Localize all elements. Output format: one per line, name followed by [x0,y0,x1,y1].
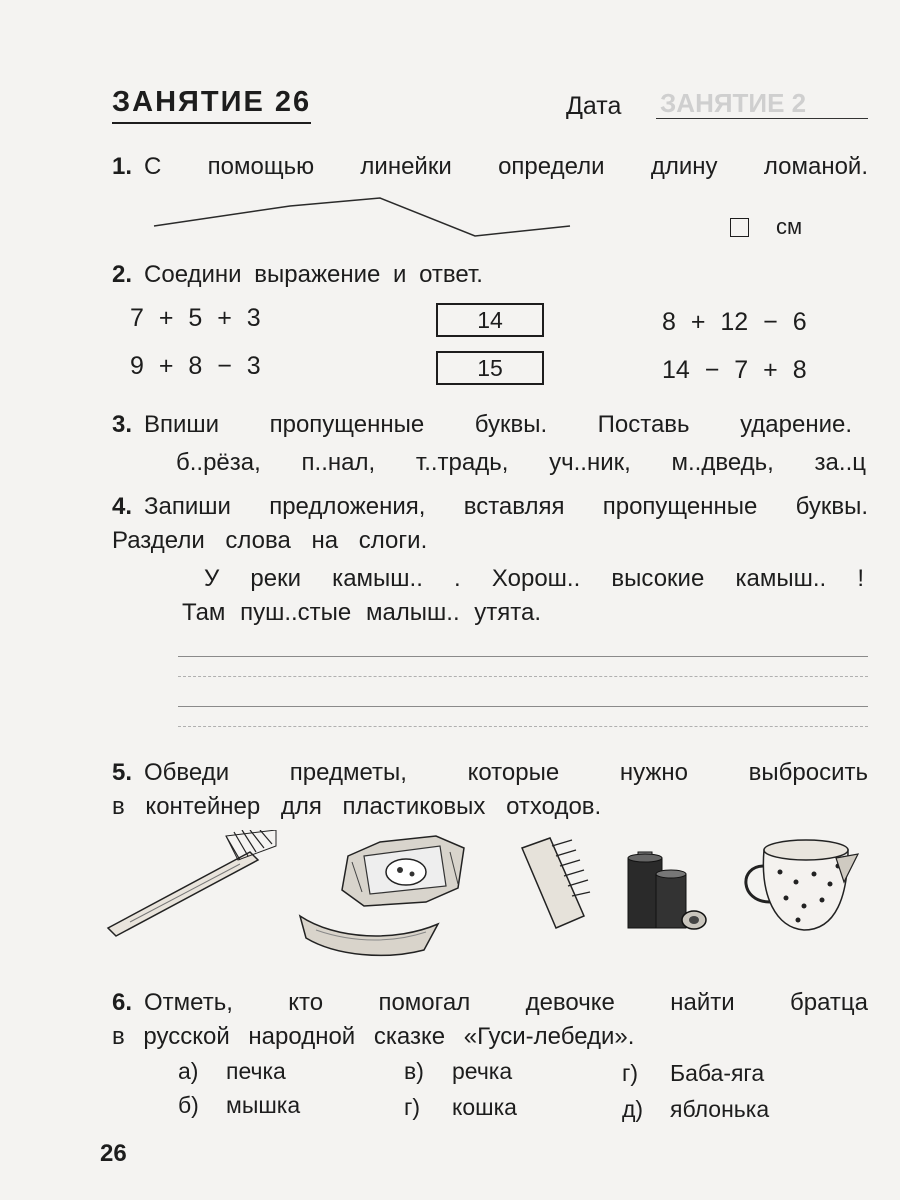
task-number: 5. [112,759,133,786]
option-letter: б) [178,1092,199,1118]
polyline-figure [150,188,580,248]
task-2 [112,258,612,292]
missing-letters-words [176,446,866,480]
task-number: 2. [112,261,133,288]
bleed-through-text: ЗАНЯТИЕ 2 [660,88,807,118]
unit-label: см [776,214,803,239]
option-letter: в) [404,1058,424,1084]
task-text: С помощью линейки определи длину ломаной. [144,153,868,180]
option-label: печка [226,1058,286,1084]
sentence: У реки камыш.. . Хорош.. высокие камыш.. ! [204,565,864,592]
option-v[interactable] [404,1058,512,1085]
task-text: в русской народной сказке «Гуси-лебеди». [112,1023,635,1050]
sentence-line [182,596,541,630]
candy-wrapper-icon[interactable] [340,832,470,912]
task-text: Отметь, кто помогал девочке найти братца [144,989,868,1016]
task-number: 3. [112,411,133,438]
right-expression[interactable]: 14 − 7 + 8 [662,356,807,384]
teacup-icon[interactable] [740,836,870,936]
option-label: Баба-яга [670,1060,765,1086]
left-expression[interactable]: 9 + 8 − 3 [130,352,261,380]
task-4 [112,490,868,558]
option-letter: д) [622,1096,644,1122]
option-b[interactable] [178,1092,300,1119]
task-number: 6. [112,989,133,1016]
writing-line[interactable] [178,706,868,707]
left-expression[interactable]: 7 + 5 + 3 [130,304,261,332]
answer-box[interactable]: 15 [436,351,544,385]
option-label: яблонька [670,1096,770,1122]
answer-box[interactable] [730,218,749,237]
task-3 [112,408,852,442]
writing-line-dotted [178,676,868,677]
option-letter: г) [404,1094,421,1120]
task-5 [112,756,868,824]
option-g-cat[interactable] [404,1094,517,1121]
option-label: речка [452,1058,513,1084]
right-expression[interactable]: 8 + 12 − 6 [662,308,807,336]
task-text: Впиши пропущенные буквы. Поставь ударение. [144,411,852,438]
toothbrush-icon[interactable] [100,830,290,940]
answer-box[interactable]: 14 [436,303,544,337]
word-list[interactable]: б..рёза, п..нал, т..традь, уч..ник, м..дведь, за..ц [176,449,866,476]
option-label: мышка [226,1092,301,1118]
date-line[interactable] [656,118,868,119]
writing-line-dotted [178,726,868,727]
task-text: в контейнер для пластиковых отходов. [112,793,602,820]
comb-icon[interactable] [512,836,592,932]
option-d[interactable] [622,1096,769,1123]
option-g-baba-yaga[interactable] [622,1060,764,1087]
task-number: 4. [112,493,133,520]
writing-line[interactable] [178,656,868,657]
date-label: Дата [566,92,622,120]
sentence: Там пуш..стые малыш.. утята. [182,599,542,626]
sentence-line [204,562,864,596]
task-1 [112,150,868,184]
option-letter: г) [622,1060,639,1086]
page-number: 26 [100,1140,127,1167]
plastic-shard-icon[interactable] [296,910,446,960]
task-text: Обведи предметы, которые нужно выбросить [144,759,868,786]
task-text: Запиши предложения, вставляя пропущенные буквы. [144,493,868,520]
task-number: 1. [112,153,133,180]
task-6 [112,986,868,1054]
page-title: ЗАНЯТИЕ 26 [112,86,311,124]
task-text: Соедини выражение и ответ. [144,261,483,288]
batteries-icon[interactable] [624,850,714,932]
option-a[interactable] [178,1058,286,1085]
task-text: Раздели слова на слоги. [112,527,428,554]
option-letter: а) [178,1058,199,1084]
option-label: кошка [452,1094,517,1120]
